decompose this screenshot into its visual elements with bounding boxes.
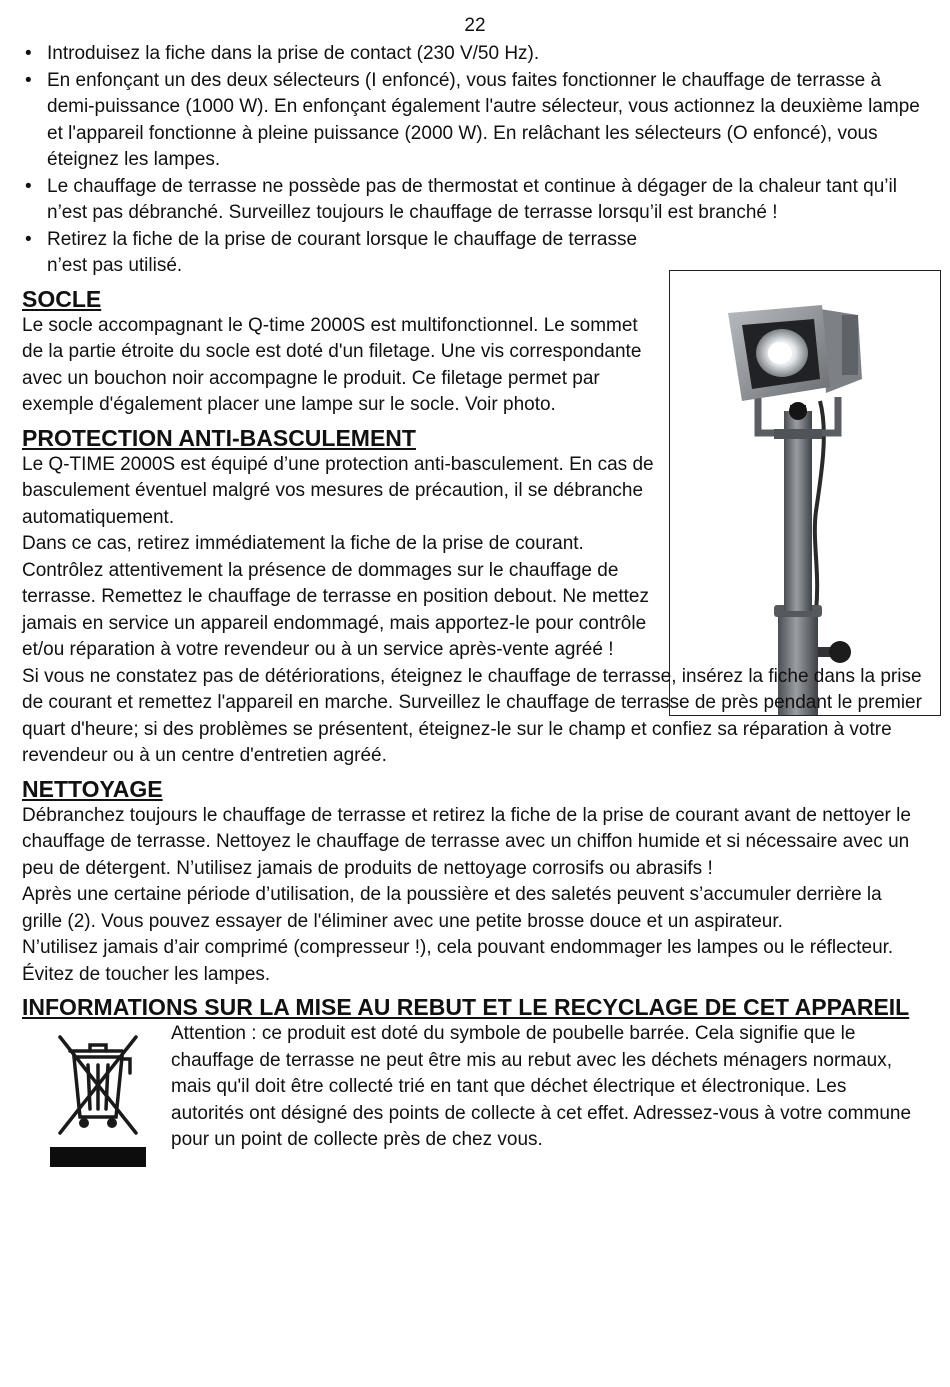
protection-paragraph-3: Si vous ne constatez pas de détériorations, éteignez le chauffage de terrasse, insérez la fiche dans la prise de courant et remettez l'appareil en marche. Surveillez le chauffage de terrasse de près pendant le premier quart d'heure; si des problèmes se présentent, éteignez-le sur le champ et confiez sa réparation à votre revendeur ou à un centre d'entretien agréé. (22, 665, 922, 766)
protection-heading: PROTECTION ANTI-BASCULEMENT (22, 424, 416, 451)
socle-text: Le socle accompagnant le Q-time 2000S est multifonctionnel. Le sommet de la partie étroite du socle est doté d'un filetage. Une vis correspondante avec un bouchon noir accompagne le produit. Ce filetage permet par exemple d'également placer une lampe sur le socle. Voir photo. (22, 314, 642, 415)
recyclage-block (22, 1021, 922, 1154)
recyclage-heading: INFORMATIONS SUR LA MISE AU REBUT ET LE RECYCLAGE DE CET APPAREIL (22, 994, 910, 1020)
nettoyage-heading: NETTOYAGE (22, 775, 163, 802)
instruction-list (22, 41, 922, 280)
page-content (22, 41, 922, 1154)
protection-paragraph-2: Dans ce cas, retirez immédiatement la fiche de la prise de courant. Contrôlez attentivement la présence de dommages sur le chauffage de terrasse. Remettez le chauffage de terrasse en position debout. Ne mettez jamais en service un appareil endommagé, mais apportez-le pour contrôle et/ou réparation à votre revendeur ou à un service après-vente agréé ! (22, 533, 649, 660)
nettoyage-paragraph-2: Après une certaine période d’utilisation, de la poussière et des saletés peuvent s’accumuler derrière la grille (2). Vous pouvez essayer de l'éliminer avec une petite brosse douce et un aspirateur. (22, 884, 882, 932)
nettoyage-paragraph-1: Débranchez toujours le chauffage de terrasse et retirez la fiche de la prise de courant avant de nettoyer le chauffage de terrasse. Nettoyez le chauffage de terrasse avec un chiffon humide et si nécessaire avec un peu de détergent. N’utilisez jamais de produits de nettoyage corrosifs ou abrasifs ! (22, 804, 911, 879)
protection-paragraph-1: Le Q-TIME 2000S est équipé d’une protection anti-basculement. En cas de basculement éventuel malgré vos mesures de précaution, il se débranche automatiquement. (22, 453, 654, 528)
crossed-out-wheelie-bin-icon (50, 1029, 146, 1169)
list-item: • Retirez la fiche de la prise de courant lorsque le chauffage de terrasse n’est pas utilisé. (22, 227, 662, 280)
nettoyage-paragraph-3: N’utilisez jamais d’air comprimé (compresseur !), cela pouvant endommager les lampes ou le réflecteur. Évitez de toucher les lampes. (22, 937, 894, 985)
list-item: • En enfonçant un des deux sélecteurs (I enfoncé), vous faites fonctionner le chauffage de terrasse à demi-puissance (1000 W). En enfonçant également l'autre sélecteur, vous actionnez la deuxième lampe et l'appareil fonctionne à pleine puissance (2000 W). En relâchant les sélecteurs (O enfoncé), vous éteignez les lampes. (22, 68, 922, 174)
list-item: • Introduisez la fiche dans la prise de contact (230 V/50 Hz). (22, 41, 922, 68)
page-number: 22 (464, 15, 486, 36)
recyclage-text: Attention : ce produit est doté du symbole de poubelle barrée. Cela signifie que le chauffage de terrasse ne peut être mis au rebut avec les déchets ménagers normaux, mais qu'il doit être collecté trié en tant que déchet électrique et électronique. Les autorités ont désigné des points de collecte à cet effet. Adressez-vous à votre commune pour un point de collecte près de chez vous. (171, 1023, 912, 1150)
socle-heading: SOCLE (22, 285, 102, 312)
list-item: • Le chauffage de terrasse ne possède pas de thermostat et continue à dégager de la chaleur tant qu’il n’est pas débranché. Surveillez toujours le chauffage de terrasse lorsqu’il est branché ! (22, 174, 922, 227)
